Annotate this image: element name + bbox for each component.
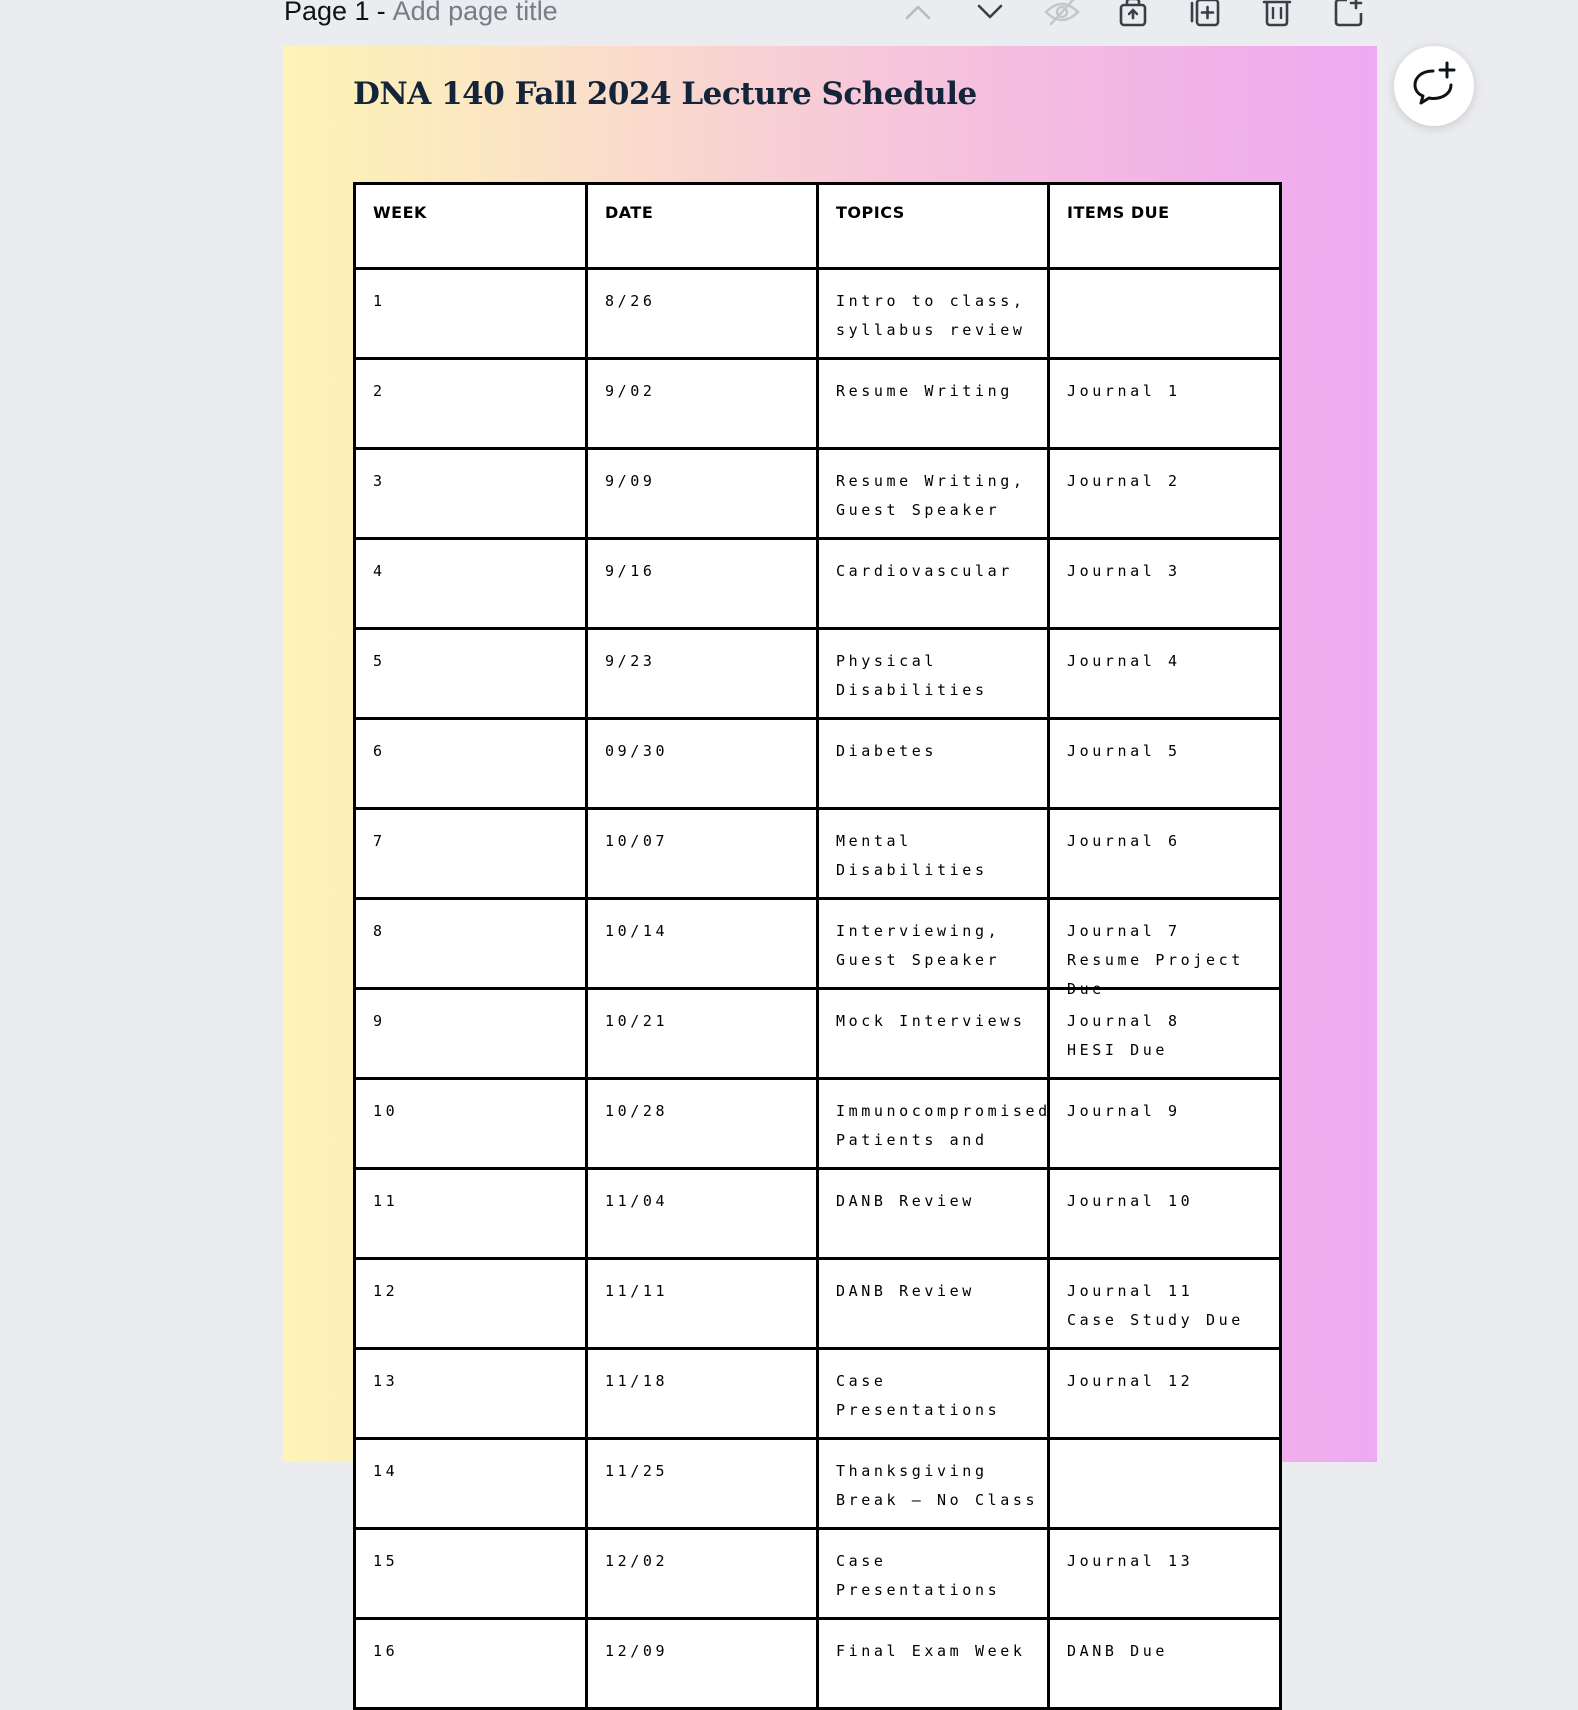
cell-topics[interactable] — [818, 359, 1049, 449]
table-row — [355, 989, 1281, 1079]
table-row — [355, 809, 1281, 899]
cell-topics-text: Case Presentations — [836, 1372, 1001, 1419]
cell-week-text: 6 — [373, 742, 386, 760]
cell-topics-text: Thanksgiving Break – No Class — [836, 1462, 1039, 1509]
cell-topics-text: Case Presentations — [836, 1552, 1001, 1599]
cell-items-due[interactable] — [1049, 629, 1281, 719]
header-items-due: ITEMS DUE — [1049, 184, 1281, 269]
cell-topics[interactable] — [818, 809, 1049, 899]
cell-date[interactable] — [587, 1259, 818, 1349]
cell-date-text: 10/21 — [605, 1012, 669, 1030]
cell-items-due-text: Journal 13 — [1067, 1552, 1194, 1570]
cell-topics[interactable] — [818, 899, 1049, 989]
table-row — [355, 719, 1281, 809]
cell-topics[interactable] — [818, 629, 1049, 719]
cell-week-text: 16 — [373, 1642, 399, 1660]
cell-date[interactable] — [587, 539, 818, 629]
table-row — [355, 1619, 1281, 1709]
cell-date[interactable] — [587, 1079, 818, 1169]
table-row — [355, 1349, 1281, 1439]
cell-items-due-text: Journal 7 Resume Project Due — [1067, 922, 1244, 998]
page-title-input[interactable]: Add page title — [392, 0, 558, 26]
page-header — [284, 0, 558, 32]
cell-date[interactable] — [587, 1169, 818, 1259]
table-row — [355, 539, 1281, 629]
chevron-down-icon — [975, 2, 1005, 22]
page-label: Page 1 — [284, 0, 370, 26]
cell-topics-text: Cardiovascular — [836, 562, 1013, 580]
cell-date[interactable] — [587, 449, 818, 539]
cell-date[interactable] — [587, 1439, 818, 1529]
cell-items-due-text: Journal 4 — [1067, 652, 1181, 670]
cell-date[interactable] — [587, 899, 818, 989]
cell-items-due[interactable] — [1049, 359, 1281, 449]
cell-date[interactable] — [587, 809, 818, 899]
cell-topics-text: Mock Interviews — [836, 1012, 1026, 1030]
table-row — [355, 1169, 1281, 1259]
table-row — [355, 359, 1281, 449]
cell-topics-text: Physical Disabilities — [836, 652, 988, 699]
cell-topics[interactable] — [818, 719, 1049, 809]
cell-week[interactable] — [355, 1079, 587, 1169]
header-week: WEEK — [355, 184, 587, 269]
cell-week-text: 8 — [373, 922, 386, 940]
cell-date-text: 10/28 — [605, 1102, 669, 1120]
design-page[interactable] — [283, 46, 1377, 1660]
cell-date[interactable] — [587, 719, 818, 809]
duplicate-page-button[interactable] — [1185, 0, 1225, 30]
cell-week[interactable] — [355, 809, 587, 899]
move-page-down-button[interactable] — [970, 0, 1010, 30]
cell-topics[interactable] — [818, 1259, 1049, 1349]
cell-week[interactable] — [355, 1619, 587, 1709]
cell-date[interactable] — [587, 1619, 818, 1709]
cell-week-text: 12 — [373, 1282, 399, 1300]
document-title[interactable]: DNA 140 Fall 2024 Lecture Schedule — [353, 76, 977, 112]
cell-week[interactable] — [355, 269, 587, 359]
cell-topics-text: Immunocompromised Patients and — [836, 1102, 1051, 1149]
cell-week-text: 4 — [373, 562, 386, 580]
move-page-up-button[interactable] — [898, 0, 938, 30]
cell-items-due-text: Journal 3 — [1067, 562, 1181, 580]
cell-items-due-text: Journal 8 HESI Due — [1067, 1012, 1181, 1059]
table-body — [355, 269, 1281, 1709]
cell-topics[interactable] — [818, 989, 1049, 1079]
cell-topics-text: Resume Writing — [836, 382, 1013, 400]
cell-items-due-text: Journal 2 — [1067, 472, 1181, 490]
cell-week[interactable] — [355, 1259, 587, 1349]
table-row — [355, 1439, 1281, 1529]
header-date: DATE — [587, 184, 818, 269]
cell-topics-text: Intro to class, syllabus review — [836, 292, 1026, 339]
cell-date-text: 8/26 — [605, 292, 656, 310]
cell-week[interactable] — [355, 1439, 587, 1529]
cell-items-due[interactable] — [1049, 1439, 1281, 1529]
cell-topics-text: Final Exam Week — [836, 1642, 1026, 1660]
table-row — [355, 1259, 1281, 1349]
table-row — [355, 899, 1281, 989]
cell-date-text: 11/11 — [605, 1282, 669, 1300]
cell-date-text: 9/02 — [605, 382, 656, 400]
cell-date-text: 10/07 — [605, 832, 669, 850]
cell-week[interactable] — [355, 989, 587, 1079]
cell-items-due-text: Journal 5 — [1067, 742, 1181, 760]
cell-date[interactable] — [587, 1529, 818, 1619]
cell-items-due-text: Journal 12 — [1067, 1372, 1194, 1390]
cell-items-due[interactable] — [1049, 539, 1281, 629]
table-row — [355, 629, 1281, 719]
cell-week[interactable] — [355, 1169, 587, 1259]
cell-date-text: 10/14 — [605, 922, 669, 940]
cell-items-due-text: Journal 1 — [1067, 382, 1181, 400]
cell-topics[interactable] — [818, 1079, 1049, 1169]
cell-week-text: 13 — [373, 1372, 399, 1390]
header-topics: TOPICS — [818, 184, 1049, 269]
cell-week-text: 15 — [373, 1552, 399, 1570]
cell-topics-text: DANB Review — [836, 1282, 975, 1300]
cell-week-text: 14 — [373, 1462, 399, 1480]
table-row — [355, 1079, 1281, 1169]
cell-week-text: 11 — [373, 1192, 399, 1210]
table-row — [355, 1529, 1281, 1619]
cell-items-due[interactable] — [1049, 1079, 1281, 1169]
cell-topics-text: Resume Writing, Guest Speaker — [836, 472, 1026, 519]
eye-hide-icon — [1043, 0, 1081, 26]
cell-items-due[interactable] — [1049, 269, 1281, 359]
cell-week[interactable] — [355, 1529, 587, 1619]
cell-items-due[interactable] — [1049, 899, 1281, 998]
cell-items-due-text: DANB Due — [1067, 1642, 1169, 1660]
cell-topics-text: Mental Disabilities — [836, 832, 988, 879]
cell-items-due[interactable] — [1049, 1619, 1281, 1709]
cell-items-due[interactable] — [1049, 1259, 1281, 1349]
cell-topics-text: Interviewing, Guest Speaker — [836, 922, 1001, 969]
cell-topics[interactable] — [818, 1349, 1049, 1439]
cell-topics[interactable] — [818, 539, 1049, 629]
add-page-icon — [1333, 0, 1365, 27]
cell-topics[interactable] — [818, 449, 1049, 539]
table-row — [355, 449, 1281, 539]
cell-date[interactable] — [587, 269, 818, 359]
cell-week[interactable] — [355, 359, 587, 449]
cell-date-text: 11/18 — [605, 1372, 669, 1390]
add-page-button[interactable] — [1329, 0, 1369, 30]
cell-items-due[interactable] — [1049, 809, 1281, 899]
cell-date[interactable] — [587, 359, 818, 449]
add-comment-button[interactable] — [1394, 46, 1474, 126]
lock-icon — [1118, 0, 1148, 27]
trash-icon — [1262, 0, 1292, 27]
cell-date-text: 9/09 — [605, 472, 656, 490]
cell-topics[interactable] — [818, 1529, 1049, 1619]
cell-date-text: 9/23 — [605, 652, 656, 670]
cell-week-text: 1 — [373, 292, 386, 310]
cell-topics[interactable] — [818, 1439, 1049, 1529]
cell-week[interactable] — [355, 719, 587, 809]
cell-date-text: 11/25 — [605, 1462, 669, 1480]
cell-topics[interactable] — [818, 269, 1049, 359]
cell-topics[interactable] — [818, 1619, 1049, 1709]
cell-date-text: 09/30 — [605, 742, 669, 760]
cell-items-due-text: Journal 6 — [1067, 832, 1181, 850]
delete-page-button[interactable] — [1257, 0, 1297, 30]
cell-topics[interactable] — [818, 1169, 1049, 1259]
cell-date-text: 12/02 — [605, 1552, 669, 1570]
cell-week-text: 2 — [373, 382, 386, 400]
cell-week-text: 10 — [373, 1102, 399, 1120]
table-header-row — [355, 184, 1281, 269]
cell-items-due[interactable] — [1049, 1349, 1281, 1439]
cell-date[interactable] — [587, 629, 818, 719]
hide-page-button[interactable] — [1042, 0, 1082, 30]
cell-date[interactable] — [587, 989, 818, 1079]
cell-week-text: 9 — [373, 1012, 386, 1030]
cell-date-text: 9/16 — [605, 562, 656, 580]
cell-week-text: 3 — [373, 472, 386, 490]
cell-items-due-text: Journal 9 — [1067, 1102, 1181, 1120]
cell-week[interactable] — [355, 899, 587, 989]
cell-topics-text: Diabetes — [836, 742, 938, 760]
cell-date-text: 12/09 — [605, 1642, 669, 1660]
add-comment-icon — [1411, 61, 1457, 111]
cell-items-due[interactable] — [1049, 449, 1281, 539]
cell-week-text: 7 — [373, 832, 386, 850]
cell-week[interactable] — [355, 629, 587, 719]
cell-week[interactable] — [355, 1349, 587, 1439]
cell-items-due[interactable] — [1049, 1169, 1281, 1259]
cell-week[interactable] — [355, 539, 587, 629]
chevron-up-icon — [903, 2, 933, 22]
duplicate-page-icon — [1189, 0, 1221, 27]
cell-items-due-text: Journal 11 Case Study Due — [1067, 1282, 1244, 1329]
cell-items-due[interactable] — [1049, 719, 1281, 809]
cell-week-text: 5 — [373, 652, 386, 670]
cell-items-due[interactable] — [1049, 1529, 1281, 1619]
cell-items-due-text: Journal 10 — [1067, 1192, 1194, 1210]
page-label-separator: - — [376, 0, 386, 26]
cell-date-text: 11/04 — [605, 1192, 669, 1210]
cell-date[interactable] — [587, 1349, 818, 1439]
schedule-table[interactable] — [353, 182, 1282, 1710]
lock-page-button[interactable] — [1113, 0, 1153, 30]
table-row — [355, 269, 1281, 359]
cell-week[interactable] — [355, 449, 587, 539]
cell-topics-text: DANB Review — [836, 1192, 975, 1210]
